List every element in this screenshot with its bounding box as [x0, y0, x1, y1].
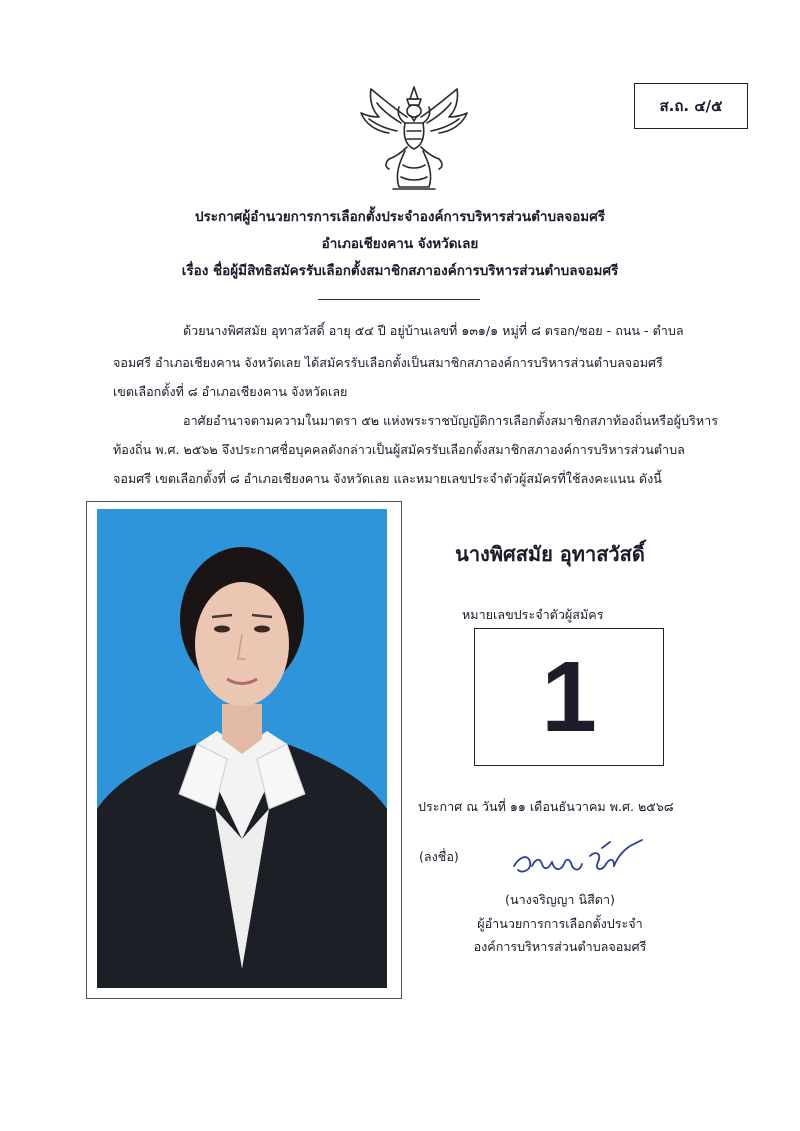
paragraph-2-line-3: จอมศรี เขตเลือกตั้งที่ ๘ อำเภอเชียงคาน จังหวัดเลย และหมายเลขประจำตัวผู้สมัครที่ใช้ลงคะแนน ดังนี้ — [113, 471, 662, 486]
header-divider — [318, 299, 480, 300]
signer-title-line-2: องค์การบริหารส่วนตำบลจอมศรี — [473, 939, 647, 954]
signature-icon — [506, 836, 646, 886]
paragraph-2-line-2: ท้องถิ่น พ.ศ. ๒๕๖๒ จึงประกาศชื่อบุคคลดังกล่าวเป็นผู้สมัครรับเลือกตั้งสมาชิกสภาองค์การบริหารส่วนตำบล — [113, 442, 685, 457]
candidate-photo — [97, 509, 387, 988]
form-code-box — [634, 83, 748, 129]
candidate-number: 1 — [541, 640, 597, 753]
form-code: ส.ถ. ๔/๕ — [659, 97, 723, 115]
announcement-title: ประกาศผู้อำนวยการการเลือกตั้งประจำองค์การบริหารส่วนตำบลจอมศรี — [194, 209, 606, 225]
paragraph-1-line-1: ด้วยนางพิศสมัย อุทาสวัสดิ์ อายุ ๕๔ ปี อยู่บ้านเลขที่ ๑๓๑/๑ หมู่ที่ ๘ ตรอก/ซอย - ถนน - ตำบล — [183, 323, 684, 338]
subject-line: เรื่อง ชื่อผู้มีสิทธิสมัครรับเลือกตั้งสมาชิกสภาองค์การบริหารส่วนตำบลจอมศรี — [181, 263, 619, 279]
paragraph-1-line-2: จอมศรี อำเภอเชียงคาน จังหวัดเลย ได้สมัครรับเลือกตั้งเป็นสมาชิกสภาองค์การบริหารส่วนตำบลจอมศรี — [113, 355, 663, 370]
candidate-number-label: หมายเลขประจำตัวผู้สมัคร — [462, 607, 604, 622]
signed-label: (ลงชื่อ) — [419, 849, 459, 864]
paragraph-1-line-3: เขตเลือกตั้งที่ ๘ อำเภอเชียงคาน จังหวัดเลย — [113, 384, 348, 399]
candidate-name: นางพิศสมัย อุทาสวัสดิ์ — [455, 542, 645, 566]
signer-name: (นางจริญญา นิสีดา) — [505, 892, 615, 907]
garuda-emblem-icon — [355, 83, 473, 195]
paragraph-2-line-1: อาศัยอำนาจตามความในมาตรา ๕๒ แห่งพระราชบัญญัติการเลือกตั้งสมาชิกสภาท้องถิ่นหรือผู้บริหาร — [183, 413, 718, 428]
candidate-number-box — [474, 628, 664, 766]
signer-title-line-1: ผู้อำนวยการการเลือกตั้งประจำ — [477, 916, 643, 931]
announcement-date: ประกาศ ณ วันที่ ๑๑ เดือนธันวาคม พ.ศ. ๒๕๖๘ — [418, 799, 674, 814]
district-province: อำเภอเชียงคาน จังหวัดเลย — [321, 236, 479, 252]
